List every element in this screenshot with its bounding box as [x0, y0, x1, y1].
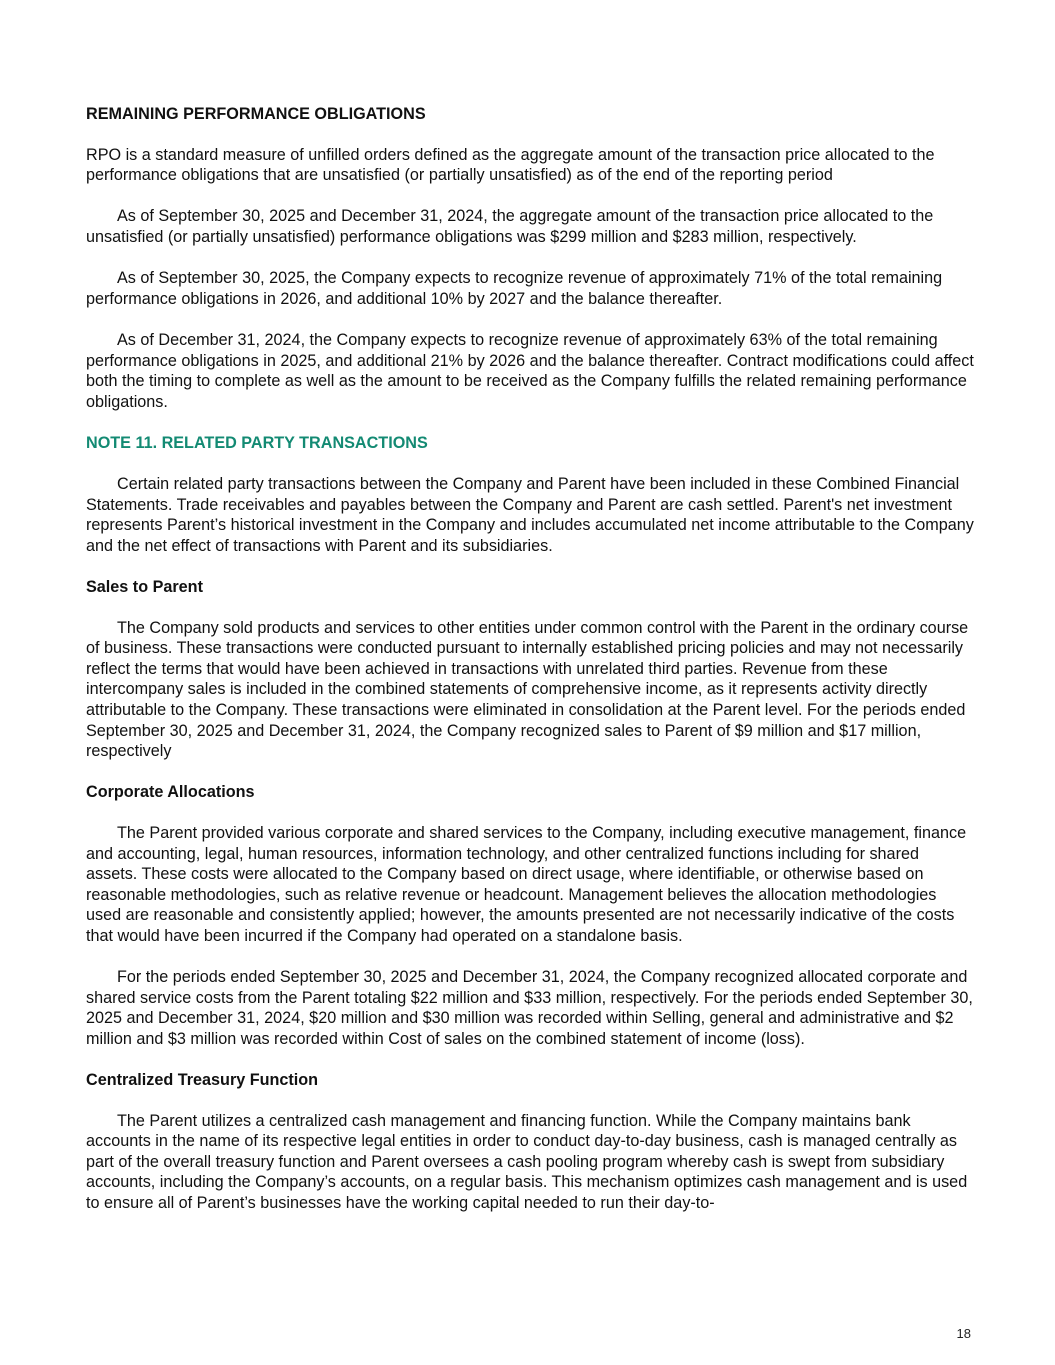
document-page [86, 104, 974, 1234]
treasury-heading: Centralized Treasury Function [86, 1071, 319, 1090]
rpo-paragraph-3: As of September 30, 2025, the Company expects to recognize revenue of approximately 71% of the total remaining performance obligations in 2026, and additional 10% by 2027 and the balance thereafter. [86, 269, 943, 308]
treasury-paragraph: The Parent utilizes a centralized cash management and financing function. While the Company maintains bank accounts in the name of its respective legal entities in order to conduct day-to-day business, cash is managed centrally as part of the overall treasury function and Parent oversees a cash pooling program whereby cash is swept from subsidiary accounts, including the Company’s accounts, on a regular basis. This mechanism optimizes cash management and is used to ensure all of Parent’s businesses have the working capital needed to run their day-to- [86, 1111, 968, 1212]
corporate-allocations-paragraph-2: For the periods ended September 30, 2025 and December 31, 2024, the Company recognized allocated corporate and shared service costs from the Parent totaling $22 million and $33 million, respectively. For the periods ended September 30, 2025 and December 31, 2024, $20 million and $30 million was recorded within Selling, general and administrative and $2 million and $3 million was recorded within Cost of sales on the combined statement of income (loss). [86, 968, 973, 1048]
rpo-paragraph-2: As of September 30, 2025 and December 31, 2024, the aggregate amount of the transaction price allocated to the unsatisfied (or partially unsatisfied) performance obligations was $299 million and $283 million, respectively. [86, 207, 934, 246]
note-11-intro: Certain related party transactions between the Company and Parent have been included in these Combined Financial Statements. Trade receivables and payables between the Company and Parent are cash settled. Parent's net investment represents Parent’s historical investment in the Company and includes accumulated net income attributable to the Company and the net effect of transactions with Parent and its subsidiaries. [86, 475, 974, 555]
corporate-allocations-heading: Corporate Allocations [86, 783, 255, 802]
rpo-paragraph-4: As of December 31, 2024, the Company expects to recognize revenue of approximately 63% of the total remaining performance obligations in 2025, and additional 21% by 2026 and the balance thereafter. Contract modifications could affect both the timing to complete as well as the amount to be received as the Company fulfills the related remaining performance obligations. [86, 330, 974, 411]
corporate-allocations-paragraph-1: The Parent provided various corporate and shared services to the Company, including executive management, finance and accounting, legal, human resources, information technology, and other centralized functions including for shared assets. These costs were allocated to the Company based on direct usage, where identifiable, or otherwise based on reasonable methodologies, such as relative revenue or headcount. Management believes the allocation methodologies used are reasonable and consistently applied; however, the amounts presented are not necessarily indicative of the costs that would have been incurred if the Company had operated on a standalone basis. [86, 823, 967, 945]
rpo-paragraph-1: RPO is a standard measure of unfilled orders defined as the aggregate amount of the transaction price allocated to the performance obligations that are unsatisfied (or partially unsatisfied) as of the end of the reporting period [86, 145, 935, 185]
sales-to-parent-paragraph: The Company sold products and services to other entities under common control with the Parent in the ordinary course of business. These transactions were conducted pursuant to internally established pricing policies and may not necessarily reflect the terms that would have been achieved in transactions with unrelated third parties. Revenue from these intercompany sales is included in the combined statements of comprehensive income, as it represents activity directly attributable to the Company. These transactions were eliminated in consolidation at the Parent level. For the periods ended September 30, 2025 and December 31, 2024, the Company recognized sales to Parent of $9 million and $17 million, respectively [86, 618, 969, 761]
page-number: 18 [956, 1326, 971, 1341]
sales-to-parent-heading: Sales to Parent [86, 577, 203, 596]
rpo-heading: REMAINING PERFORMANCE OBLIGATIONS [86, 105, 426, 123]
note-11-heading: NOTE 11. RELATED PARTY TRANSACTIONS [86, 433, 428, 452]
